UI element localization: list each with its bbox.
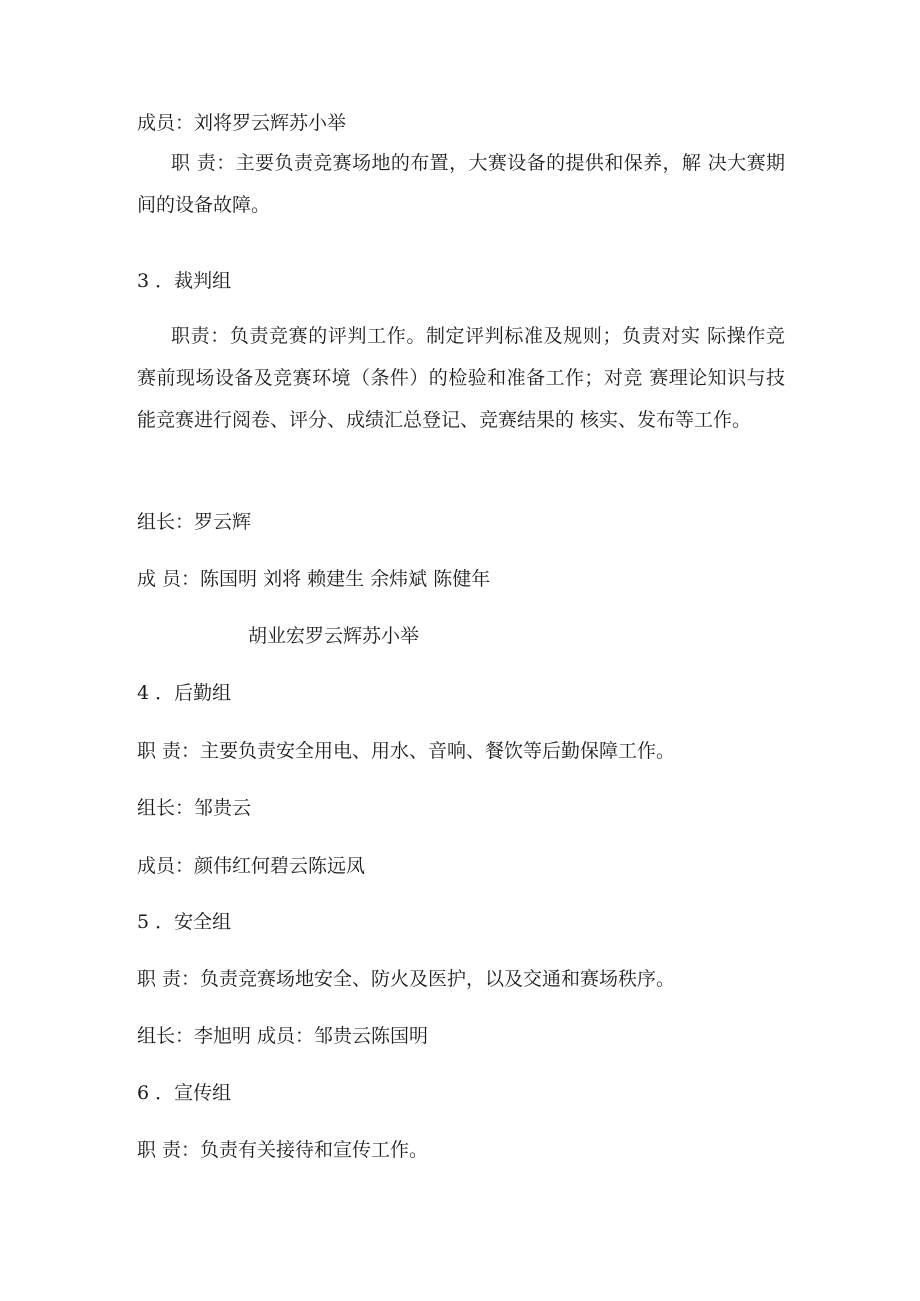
- members-line: 成员：刘将罗云辉苏小举: [137, 112, 347, 134]
- members-line-referee-continued: 胡业宏罗云辉苏小举: [248, 625, 420, 647]
- duty-line-safety: 职 责：负责竞赛场地安全、防火及医护，以及交通和赛场秩序。: [137, 968, 676, 990]
- leader-line-logistics: 组长：邹贵云: [137, 797, 252, 819]
- members-line-referee: 成 员：陈国明 刘将 赖建生 余炜斌 陈健年: [137, 568, 491, 590]
- leader-line-referee: 组长：罗云辉: [137, 511, 252, 533]
- duty-line-logistics: 职 责：主要负责安全用电、用水、音响、餐饮等后勤保障工作。: [137, 740, 676, 762]
- members-line-logistics: 成员：颜伟红何碧云陈远凤: [137, 855, 366, 877]
- duty-paragraph: 职 责：主要负责竞赛场地的布置，大赛设备的提供和保养，解 决大赛期间的设备故障。: [137, 152, 785, 216]
- section-heading-publicity: 6 ．宣传组: [137, 1082, 232, 1104]
- section-heading-referee: 3 ．裁判组: [137, 270, 232, 292]
- section-heading-logistics: 4 ．后勤组: [137, 682, 232, 704]
- section-heading-safety: 5 ．安全组: [137, 911, 232, 933]
- duty-paragraph-referee: 职责：负责竞赛的评判工作。制定评判标准及规则；负责对实 际操作竞赛前现场设备及竞赛环境（条件）的检验和准备工作；对竞 赛理论知识与技能竞赛进行阅卷、评分、成绩汇总登记、竞赛结果的 核实、发布等工作。: [137, 325, 785, 431]
- leader-members-line-safety: 组长：李旭明 成员：邹贵云陈国明: [137, 1025, 429, 1047]
- duty-line-publicity: 职 责：负责有关接待和宣传工作。: [137, 1139, 429, 1161]
